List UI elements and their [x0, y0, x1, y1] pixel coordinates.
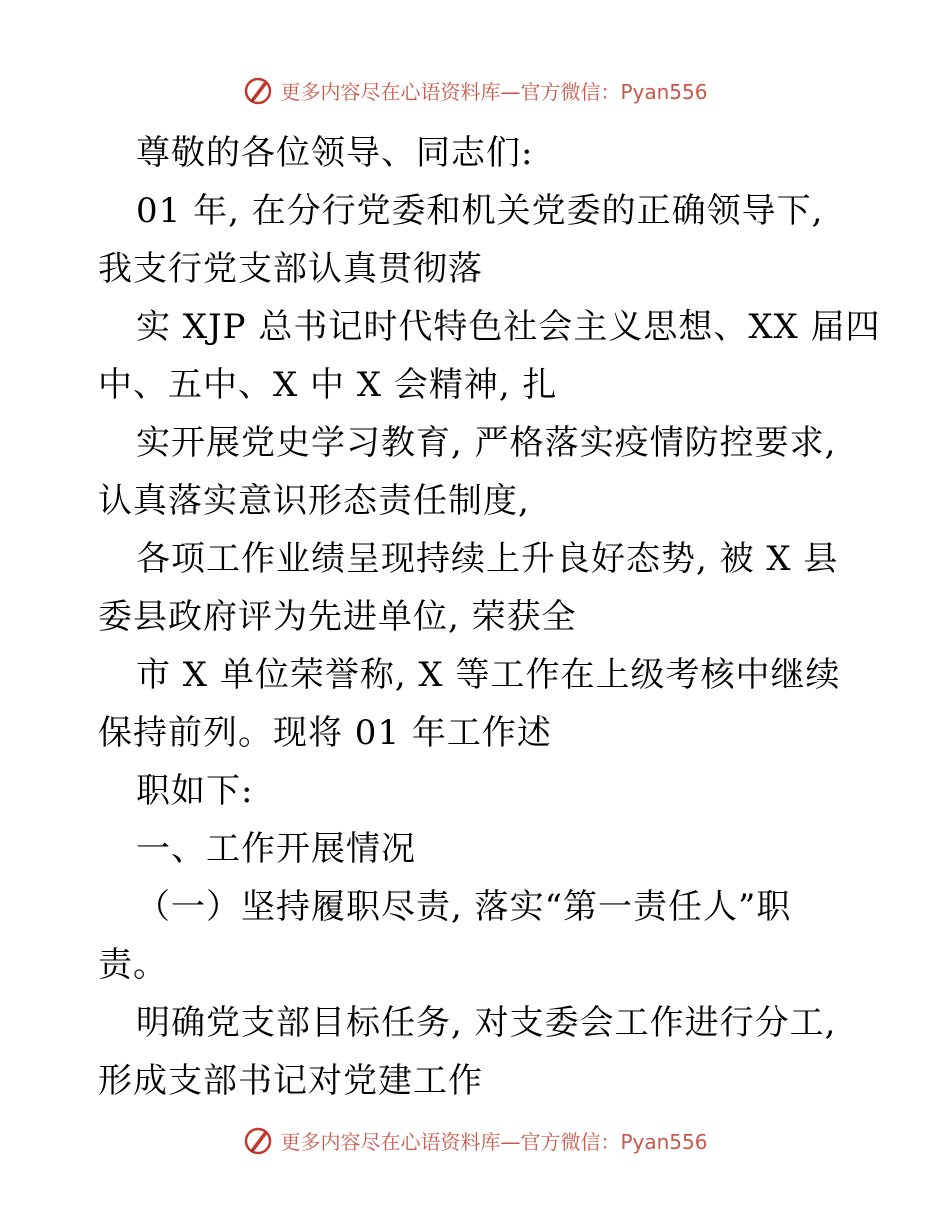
watermark-text: 更多内容尽在心语资料库—官方微信：Pyan556 — [280, 1129, 708, 1154]
watermark-text: 更多内容尽在心语资料库—官方微信：Pyan556 — [280, 79, 708, 104]
text-line: 责。 — [98, 945, 168, 985]
text-line: 明确党支部目标任务, 对支委会工作进行分工, — [136, 1003, 837, 1043]
text-line: 尊敬的各位领导、同志们: — [136, 133, 534, 173]
text-line: 市 X 单位荣誉称, X 等工作在上级考核中继续 — [136, 655, 841, 695]
text-line: 一、工作开展情况 — [136, 829, 416, 869]
text-line: 各项工作业绩呈现持续上升良好态势, 被 X 县 — [136, 539, 839, 579]
text-line: 委县政府评为先进单位, 荣获全 — [98, 597, 577, 637]
text-line: 我支行党支部认真贯彻落 — [98, 249, 483, 289]
footer-watermark — [0, 1120, 950, 1160]
text-line: 中、五中、X 中 X 会精神, 扎 — [98, 365, 558, 405]
text-line: 保持前列。现将 01 年工作述 — [98, 713, 552, 753]
pen-logo-icon — [242, 74, 274, 106]
text-line: 01 年, 在分行党委和机关党委的正确领导下, — [136, 191, 824, 231]
text-line: 实 XJP 总书记时代特色社会主义思想、XX 届四 — [136, 307, 881, 347]
pen-logo-icon — [242, 1124, 274, 1156]
document-body — [98, 124, 881, 1110]
text-line: 实开展党史学习教育, 严格落实疫情防控要求, — [136, 423, 837, 463]
text-line: 职如下: — [136, 771, 254, 811]
text-line: 认真落实意识形态责任制度, — [98, 481, 530, 521]
text-line: 形成支部书记对党建工作 — [98, 1061, 483, 1101]
header-watermark — [0, 70, 950, 110]
text-line: （一）坚持履职尽责, 落实“第一责任人”职 — [136, 887, 792, 927]
